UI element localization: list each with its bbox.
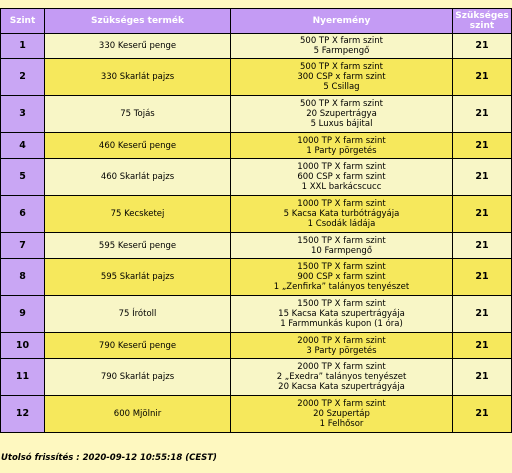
header-needed-level: Szükséges szint (453, 9, 512, 34)
reward-line: 15 Kacsa Kata szupertrágyája (278, 309, 405, 319)
required-item-cell: 75 Kecsketej (45, 196, 231, 233)
table-row (1, 396, 512, 433)
reward-line: 500 TP X farm szint (300, 62, 383, 72)
reward-line: 600 CSP x farm szint (297, 172, 386, 182)
reward-cell (231, 96, 453, 133)
reward-cell (231, 296, 453, 333)
reward-cell (231, 333, 453, 359)
reward-line: 2000 TP X farm szint (297, 362, 386, 372)
table-row (1, 196, 512, 233)
reward-cell (231, 359, 453, 396)
header-required-item: Szükséges termék (45, 9, 231, 34)
reward-line: 2000 TP X farm szint (297, 399, 386, 409)
reward-cell (231, 59, 453, 96)
reward-line: 500 TP X farm szint (300, 99, 383, 109)
level-cell: 1 (1, 34, 45, 59)
reward-line: 900 CSP x farm szint (297, 272, 386, 282)
table-row (1, 259, 512, 296)
table-header-row (1, 9, 512, 34)
needed-level-cell: 21 (453, 159, 512, 196)
required-item-cell: 460 Keserű penge (45, 133, 231, 159)
reward-cell (231, 159, 453, 196)
reward-line: 10 Farmpengő (310, 245, 373, 256)
table-body (1, 34, 512, 433)
last-updated-text: Utolsó frissítés : 2020-09-12 10:55:18 (CEST) (1, 453, 217, 463)
reward-line: 5 Farmpengő (313, 46, 370, 56)
reward-line: 3 Party pörgetés (306, 345, 377, 356)
level-cell: 4 (1, 133, 45, 159)
reward-cell (231, 133, 453, 159)
reward-line: 5 Kacsa Kata turbótrágyája (283, 209, 400, 219)
reward-line: 5 Luxus bájital (310, 119, 373, 129)
needed-level-cell: 21 (453, 259, 512, 296)
table-row (1, 359, 512, 396)
required-item-cell: 460 Skarlát pajzs (45, 159, 231, 196)
reward-line: 1 Csodák ládája (307, 219, 376, 229)
reward-line: 300 CSP x farm szint (297, 72, 386, 82)
reward-line: 1500 TP X farm szint (297, 299, 386, 309)
reward-line: 1 Party pörgetés (306, 145, 377, 156)
reward-line: 1500 TP X farm szint (297, 235, 386, 246)
level-cell: 9 (1, 296, 45, 333)
header-level: Szint (1, 9, 45, 34)
reward-cell (231, 233, 453, 259)
reward-line: 2000 TP X farm szint (297, 335, 386, 346)
required-item-cell: 600 Mjölnir (45, 396, 231, 433)
needed-level-cell: 21 (453, 34, 512, 59)
reward-cell (231, 34, 453, 59)
reward-line: 1500 TP X farm szint (297, 262, 386, 272)
reward-line: 20 Kacsa Kata szupertrágyája (278, 382, 405, 392)
table-row (1, 159, 512, 196)
header-reward: Nyeremény (231, 9, 453, 34)
needed-level-cell: 21 (453, 96, 512, 133)
required-item-cell: 790 Skarlát pajzs (45, 359, 231, 396)
rewards-table (0, 8, 512, 433)
level-cell: 7 (1, 233, 45, 259)
needed-level-cell: 21 (453, 233, 512, 259)
needed-level-cell: 21 (453, 396, 512, 433)
level-cell: 8 (1, 259, 45, 296)
needed-level-cell: 21 (453, 59, 512, 96)
required-item-cell: 75 Tojás (45, 96, 231, 133)
reward-line: 1000 TP X farm szint (297, 162, 386, 172)
table-row (1, 333, 512, 359)
reward-line: 1 XXL barkácscucc (301, 182, 382, 192)
required-item-cell: 790 Keserű penge (45, 333, 231, 359)
reward-line: 1 „Zenfirka” talányos tenyészet (273, 282, 410, 292)
reward-line: 2 „Exedra” talányos tenyészet (276, 372, 407, 382)
reward-line: 1 Felhősor (319, 419, 364, 429)
required-item-cell: 330 Keserű penge (45, 34, 231, 59)
table-row (1, 96, 512, 133)
level-cell: 12 (1, 396, 45, 433)
level-cell: 2 (1, 59, 45, 96)
needed-level-cell: 21 (453, 133, 512, 159)
required-item-cell: 330 Skarlát pajzs (45, 59, 231, 96)
reward-cell (231, 259, 453, 296)
required-item-cell: 595 Keserű penge (45, 233, 231, 259)
table-row (1, 34, 512, 59)
needed-level-cell: 21 (453, 196, 512, 233)
needed-level-cell: 21 (453, 296, 512, 333)
level-cell: 5 (1, 159, 45, 196)
table-row (1, 133, 512, 159)
reward-line: 1000 TP X farm szint (297, 135, 386, 146)
level-cell: 3 (1, 96, 45, 133)
reward-cell (231, 396, 453, 433)
level-cell: 10 (1, 333, 45, 359)
needed-level-cell: 21 (453, 333, 512, 359)
required-item-cell: 595 Skarlát pajzs (45, 259, 231, 296)
reward-line: 500 TP X farm szint (300, 36, 383, 46)
reward-line: 20 Szupertáp (313, 409, 370, 419)
reward-cell (231, 196, 453, 233)
table-row (1, 296, 512, 333)
table-row (1, 233, 512, 259)
required-item-cell: 75 Írótoll (45, 296, 231, 333)
reward-line: 5 Csillag (323, 82, 360, 92)
reward-line: 20 Szupertrágya (306, 109, 377, 119)
level-cell: 11 (1, 359, 45, 396)
table-row (1, 59, 512, 96)
level-cell: 6 (1, 196, 45, 233)
reward-line: 1 Farmmunkás kupon (1 óra) (280, 319, 403, 329)
needed-level-cell: 21 (453, 359, 512, 396)
reward-line: 1000 TP X farm szint (297, 199, 386, 209)
